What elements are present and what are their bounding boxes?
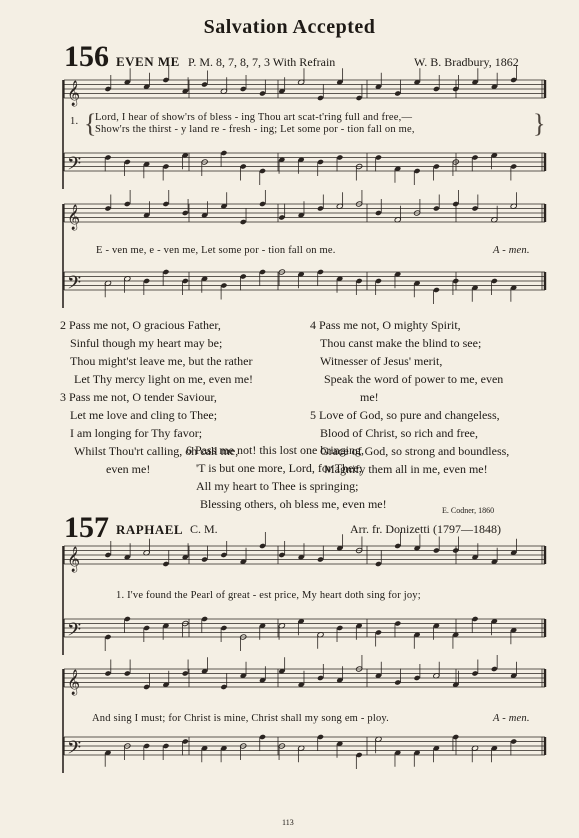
- verse-number-156: 1.: [70, 116, 79, 127]
- verse-line: Thou canst make the blind to see;: [320, 336, 482, 350]
- treble-clef-icon: 𝄞: [67, 547, 81, 572]
- verse-line: even me!: [106, 462, 151, 476]
- hymn-number-156: 156: [64, 40, 109, 73]
- verse-line: I am longing for Thy favor;: [70, 426, 203, 440]
- composer-156: W. B. Bradbury, 1862: [414, 55, 519, 69]
- verse-line: Sinful though my heart may be;: [70, 336, 223, 350]
- verse-line: me!: [360, 390, 379, 404]
- treble-clef-icon: 𝄞: [67, 205, 81, 230]
- bass-clef-icon: 𝄢: [67, 273, 82, 298]
- verse-line: 5 Love of God, so pure and changeless,: [310, 408, 500, 422]
- lyric-157-line-2: And sing I must; for Christ is mine, Christ shall my song em - ploy.: [92, 713, 389, 724]
- hymn-number-157: 157: [64, 511, 109, 544]
- amen-156: A - men.: [493, 245, 530, 256]
- right-brace: }: [533, 109, 546, 138]
- tune-name-157: RAPHAEL: [116, 522, 184, 537]
- text-author-156: E. Codner, 1860: [442, 506, 495, 515]
- meter-156: P. M. 8, 7, 8, 7, 3 With Refrain: [188, 55, 336, 69]
- verse-line: Let Thy mercy light on me, even me!: [74, 372, 254, 386]
- page-title: Salvation Accepted: [203, 16, 376, 38]
- verse-line: 4 Pass me not, O mighty Spirit,: [310, 318, 461, 332]
- lyric-line-1: Lord, I hear of show'rs of bless - ing Thou art scat-t'ring full and free,—: [95, 112, 413, 123]
- verse-line: Grace of God, so strong and boundless,: [320, 444, 510, 458]
- verse-line: 3 Pass me not, O tender Saviour,: [60, 390, 217, 404]
- verse-line: All my heart to Thee is springing;: [196, 479, 359, 493]
- lyric-157-line-1: 1. I've found the Pearl of great - est price, My heart doth sing for joy;: [116, 590, 421, 601]
- verse-line: Magnify them all in me, even me!: [324, 462, 488, 476]
- lyric-line-2: Show'rs the thirst - y land re - fresh - ing; Let some por - tion fall on me,: [95, 124, 415, 135]
- bass-clef-icon: 𝄢: [67, 154, 82, 179]
- verse-line: Witnesser of Jesus' merit,: [320, 354, 443, 368]
- verse-line: 2 Pass me not, O gracious Father,: [60, 318, 221, 332]
- meter-157: C. M.: [190, 522, 218, 536]
- page-number: 113: [282, 818, 294, 827]
- verse-line: Blessing others, oh bless me, even me!: [200, 497, 387, 511]
- verse-line: Speak the word of power to me, even: [324, 372, 504, 386]
- verse-line: 6 Pass me not! this lost one bringing,: [186, 443, 364, 457]
- composer-157: Arr. fr. Donizetti (1797—1848): [350, 522, 501, 536]
- verse-line: Blood of Christ, so rich and free,: [320, 426, 478, 440]
- verse-6: [186, 441, 387, 513]
- verse-line: Whilst Thou'rt calling, oh call me,: [74, 444, 239, 458]
- amen-157: A - men.: [493, 713, 530, 724]
- treble-clef-icon: 𝄞: [67, 670, 81, 695]
- verse-line: Let me love and cling to Thee;: [70, 408, 218, 422]
- bass-clef-icon: 𝄢: [67, 620, 82, 645]
- lyric-line-3: E - ven me, e - ven me, Let some por - tion fall on me.: [96, 245, 336, 256]
- left-brace: {: [84, 109, 97, 138]
- verse-line: Thou might'st leave me, but the rather: [70, 354, 253, 368]
- verse-line: 'T is but one more, Lord, for Thee;: [196, 461, 363, 475]
- bass-clef-icon: 𝄢: [67, 738, 82, 763]
- treble-clef-icon: 𝄞: [67, 81, 81, 106]
- tune-name-156: EVEN ME: [116, 54, 180, 69]
